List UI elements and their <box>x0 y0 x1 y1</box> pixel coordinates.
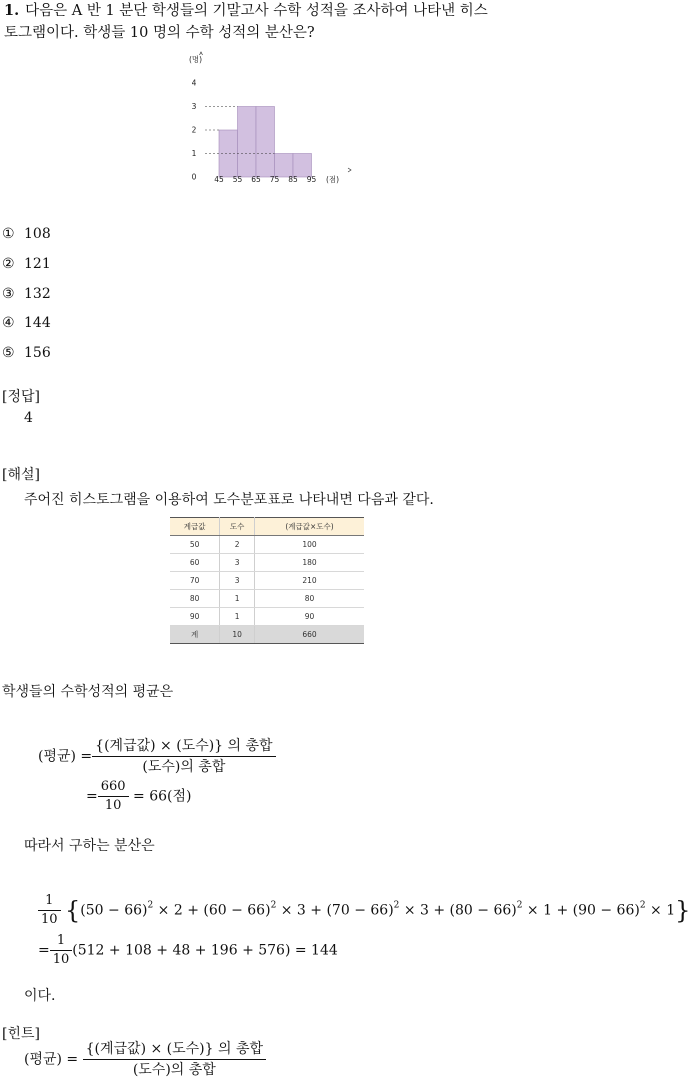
table-cell: 180 <box>255 554 364 572</box>
variance-fraction-2 <box>50 933 73 968</box>
mean-intro: 학생들의 수학성적의 평균은 <box>2 684 174 700</box>
choice-value: 121 <box>24 256 51 272</box>
histogram-bar <box>275 154 294 178</box>
variance-formula-line-1: $\frac{1}{10}$ $\{(50 - 66)^2 \times 2 + (60 - 66)^2 \times 3 + (70 - 66)^2 \times 3 + (80 - 66)^2 \times 1 + (90 - 66)^2 \times 1\}$ <box>38 893 690 928</box>
histogram-chart <box>180 50 360 195</box>
variance-fraction-denominator: 10 <box>52 952 70 967</box>
choice-mark: ⑤ <box>2 345 15 361</box>
choice-3[interactable] <box>2 286 51 302</box>
table-cell: 1 <box>220 590 255 608</box>
y-axis-label: (명) <box>189 55 203 64</box>
hint-lhs: (평균) <box>24 1051 62 1068</box>
choice-mark: ③ <box>2 286 15 302</box>
question-number: 1. <box>4 2 20 19</box>
hint-fraction <box>83 1040 266 1079</box>
mean-value-denominator: 10 <box>104 798 122 813</box>
choice-mark: ④ <box>2 315 15 331</box>
histogram-bar <box>238 107 257 178</box>
choice-value: 156 <box>24 345 51 361</box>
variance-fraction-denominator: 10 <box>41 912 58 927</box>
choice-1[interactable] <box>2 226 51 242</box>
mean-denominator: (도수)의 총합 <box>142 759 226 775</box>
variance-fraction-1 <box>38 893 61 928</box>
table-cell: 210 <box>255 572 364 590</box>
table-cell: 3 <box>220 572 255 590</box>
table-cell: 계 <box>170 626 220 644</box>
table-cell: 80 <box>255 590 364 608</box>
table-row <box>170 590 364 608</box>
mean-lhs: (평균) <box>38 748 76 765</box>
x-tick-label: 65 <box>251 175 261 184</box>
variance-formula-line-2: = $\frac{1}{10}$ (512 + 108 + 48 + 196 + 576) = 144 <box>38 933 338 967</box>
choice-value: 132 <box>24 286 51 302</box>
variance-intro: 따라서 구하는 분산은 <box>24 838 155 854</box>
table-row <box>170 536 364 554</box>
mean-fraction <box>92 737 275 776</box>
y-tick-label: 4 <box>191 78 197 88</box>
question-line-1 <box>4 0 488 22</box>
table-total-row <box>170 626 364 644</box>
table-row <box>170 554 364 572</box>
table-cell: 90 <box>255 608 364 626</box>
question-line-2: 토그램이다. 학생들 10 명의 수학 성적의 분산은? <box>4 25 315 41</box>
y-tick-label: 1 <box>191 149 197 158</box>
x-tick-label: 55 <box>232 175 243 184</box>
variance-sum: (512 + 108 + 48 + 196 + 576) = 144 <box>72 942 338 959</box>
solution-label: [해설] <box>2 467 40 483</box>
x-tick-label: 95 <box>306 175 317 184</box>
histogram-bar <box>256 107 275 178</box>
table-cell: 90 <box>170 608 220 626</box>
choice-mark: ② <box>2 256 15 272</box>
mean-result-line: = $\frac{660}{10}$ = 66(점) <box>86 779 192 813</box>
y-tick-label: 2 <box>191 125 197 135</box>
table-cell: 80 <box>170 590 220 608</box>
hint-label: [힌트] <box>2 1026 40 1042</box>
table-cell: 70 <box>170 572 220 590</box>
table-cell: 660 <box>255 626 364 644</box>
mean-value-numerator: 660 <box>98 779 129 797</box>
table-cell: 60 <box>170 554 220 572</box>
table-header: 계급값 <box>170 518 220 536</box>
x-tick-label: 45 <box>214 175 224 184</box>
table-cell: 10 <box>220 626 255 644</box>
table-row <box>170 572 364 590</box>
mean-numerator: {(계급값) × (도수)} 의 총합 <box>92 737 275 757</box>
x-tick-label: 75 <box>269 175 280 184</box>
choice-4[interactable] <box>2 315 51 331</box>
solution-intro: 주어진 히스토그램을 이용하여 도수분포표로 나타내면 다음과 같다. <box>24 492 434 508</box>
table-header: (계급값×도수) <box>255 518 364 536</box>
y-tick-label: 0 <box>191 172 197 182</box>
x-axis-arrow <box>348 168 351 172</box>
table-row <box>170 608 364 626</box>
table-cell: 3 <box>220 554 255 572</box>
hint-numerator: {(계급값) × (도수)} 의 총합 <box>83 1040 266 1060</box>
choice-2[interactable] <box>2 256 51 272</box>
question-text-1: 다음은 A 반 1 분단 학생들의 기말고사 수학 성적을 조사하여 나타낸 히스 <box>25 3 488 19</box>
choice-5[interactable] <box>2 345 51 361</box>
choice-mark: ① <box>2 226 15 242</box>
mean-formula: (평균) = $\frac{\text{\{(계급값) × (도수)\} 의 총합}}{\text{(도수)의 총합}}$ <box>38 737 276 776</box>
hint-formula: (평균) = $\frac{\text{\{(계급값) × (도수)\} 의 총합}}{\text{(도수)의 총합}}$ <box>24 1040 266 1079</box>
y-tick-label: 3 <box>191 102 197 111</box>
mean-result: = 66(점) <box>133 788 192 805</box>
table-cell: 1 <box>220 608 255 626</box>
table-header-row <box>170 518 364 536</box>
table-cell: 2 <box>220 536 255 554</box>
table-cell: 50 <box>170 536 220 554</box>
variance-fraction-numerator: 1 <box>50 933 73 951</box>
mean-value-fraction <box>98 779 129 814</box>
answer-value: 4 <box>24 410 33 426</box>
x-tick-label: 85 <box>288 175 298 184</box>
table-cell: 100 <box>255 536 364 554</box>
choice-value: 144 <box>24 315 51 331</box>
table-header: 도수 <box>220 518 255 536</box>
x-axis-label: (점) <box>325 175 340 184</box>
solution-closing: 이다. <box>24 988 56 1004</box>
variance-fraction-numerator: 1 <box>38 893 61 911</box>
choice-value: 108 <box>24 226 51 242</box>
hint-denominator: (도수)의 총합 <box>132 1062 216 1078</box>
histogram-bar <box>293 154 312 178</box>
answer-label: [정답] <box>2 389 40 405</box>
frequency-table <box>170 517 364 644</box>
